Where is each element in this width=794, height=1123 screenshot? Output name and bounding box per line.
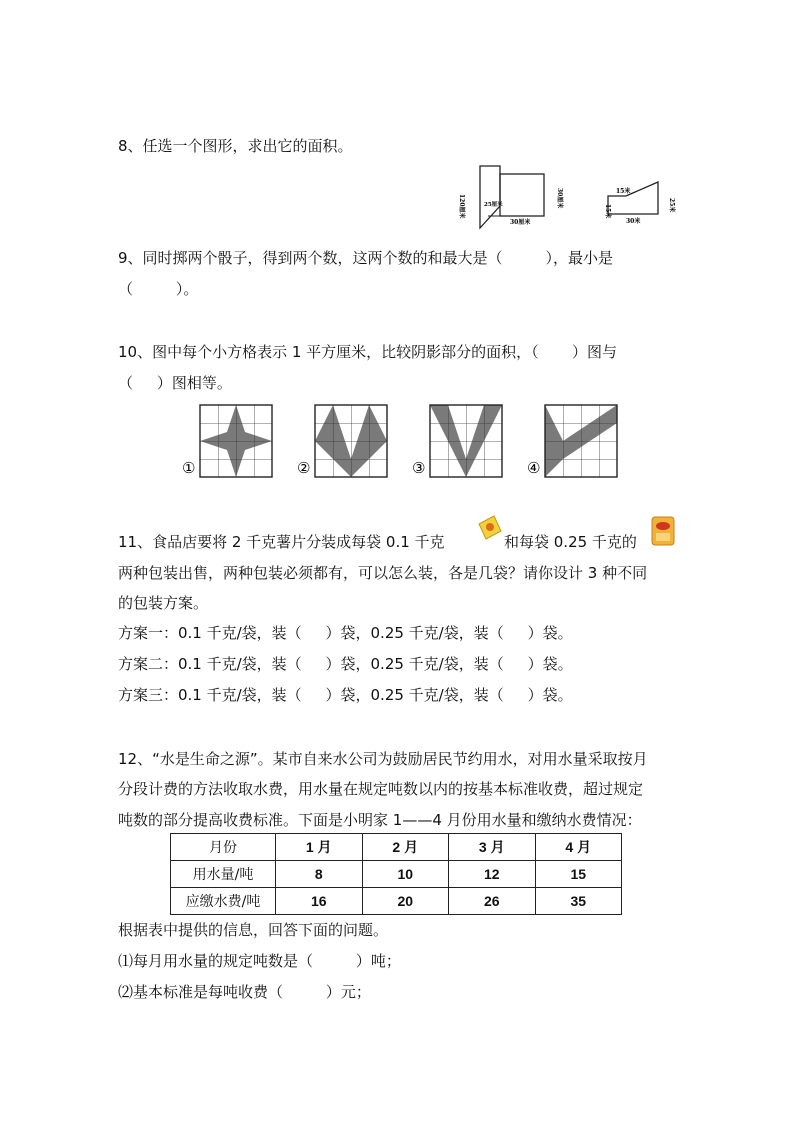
table-cell: 10 [362, 861, 449, 888]
q10-grid-3 [430, 405, 502, 477]
q12-line-1: 12、“水是生命之源”。某市自来水公司为鼓励居民节约用水，对用水量采取按月 [118, 750, 648, 768]
q11-line-1a: 11、食品店要将 2 千克薯片分装成每袋 0.1 千克 [118, 533, 445, 551]
q11-plan-3: 方案三：0.1 千克/袋，装（ ）袋，0.25 千克/袋，装（ ）袋。 [118, 686, 573, 704]
q11-plan-1: 方案一：0.1 千克/袋，装（ ）袋，0.25 千克/袋，装（ ）袋。 [118, 624, 573, 642]
q10-grid-label-1: ① [182, 459, 196, 477]
table-cell: 16 [276, 888, 363, 915]
q10-grid-label-3: ③ [412, 459, 426, 477]
q10-grid-1 [200, 405, 272, 477]
table-row-label: 应缴水费/吨 [171, 888, 276, 915]
table-cell: 15 [535, 861, 622, 888]
q8-fig2-left-label: 15米 [604, 204, 611, 219]
q12-sub-1: ⑴每月用水量的规定吨数是（ ）吨； [118, 952, 401, 970]
table-header-cell: 3 月 [449, 834, 536, 861]
q10-line-2: （ ）图相等。 [118, 374, 232, 392]
q11-plan-2: 方案二：0.1 千克/袋，装（ ）袋，0.25 千克/袋，装（ ）袋。 [118, 655, 573, 673]
q12-sub-2: ⑵基本标准是每吨收费（ ）元； [118, 983, 371, 1001]
q8-text: 8、任选一个图形，求出它的面积。 [118, 137, 353, 155]
q8-fig1-mid-label: 25厘米 [484, 202, 503, 208]
q10-grid-label-4: ④ [527, 459, 541, 477]
q8-fig1-right-label: 30厘米 [556, 188, 563, 209]
table-header-row [171, 834, 622, 861]
table-row-label: 用水量/吨 [171, 861, 276, 888]
q11-line-1b: 和每袋 0.25 千克的 [504, 533, 637, 551]
chips-bag-small-icon [476, 514, 504, 546]
q9-line-2: （ ）。 [118, 280, 199, 298]
table-cell: 20 [362, 888, 449, 915]
table-header-cell: 1 月 [276, 834, 363, 861]
q11-line-3: 的包装方案。 [118, 594, 209, 612]
q8-figure-1 [458, 164, 563, 230]
table-row [171, 861, 622, 888]
q9-line-1: 9、同时掷两个骰子，得到两个数，这两个数的和最大是（ ），最小是 [118, 249, 613, 267]
q12-after-text: 根据表中提供的信息，回答下面的问题。 [118, 921, 389, 939]
q10-grid-2 [315, 405, 387, 477]
q12-line-3: 吨数的部分提高收费标准。下面是小明家 1——4 月份用水量和缴纳水费情况： [118, 811, 642, 829]
q11-line-2: 两种包装出售，两种包装必须都有，可以怎么装，各是几袋？请你设计 3 种不同 [118, 564, 648, 582]
q10-grid-4 [545, 405, 617, 477]
q8-fig2-top-label: 15米 [616, 188, 631, 195]
q10-grid-label-2: ② [297, 459, 311, 477]
q8-figure-2 [596, 180, 676, 226]
q12-line-2: 分段计费的方法收取水费，用水量在规定吨数以内的按基本标准收费，超过规定 [118, 780, 644, 798]
chips-bag-large-icon [650, 515, 676, 551]
water-usage-table [170, 833, 622, 915]
table-row [171, 888, 622, 915]
table-cell: 8 [276, 861, 363, 888]
table-cell: 35 [535, 888, 622, 915]
q8-fig2-right-label: 25米 [668, 198, 675, 213]
q10-line-1: 10、图中每个小方格表示 1 平方厘米，比较阴影部分的面积，（ ）图与 [118, 343, 618, 361]
table-cell: 26 [449, 888, 536, 915]
q8-fig2-bottom-label: 30米 [626, 218, 641, 225]
table-header-cell: 2 月 [362, 834, 449, 861]
q8-fig1-left-label: 120厘米 [458, 194, 465, 219]
table-header-cell: 月份 [171, 834, 276, 861]
q10-grids [180, 403, 620, 477]
q8-fig1-bottom-label: 30厘米 [510, 219, 531, 226]
table-cell: 12 [449, 861, 536, 888]
table-header-cell: 4 月 [535, 834, 622, 861]
